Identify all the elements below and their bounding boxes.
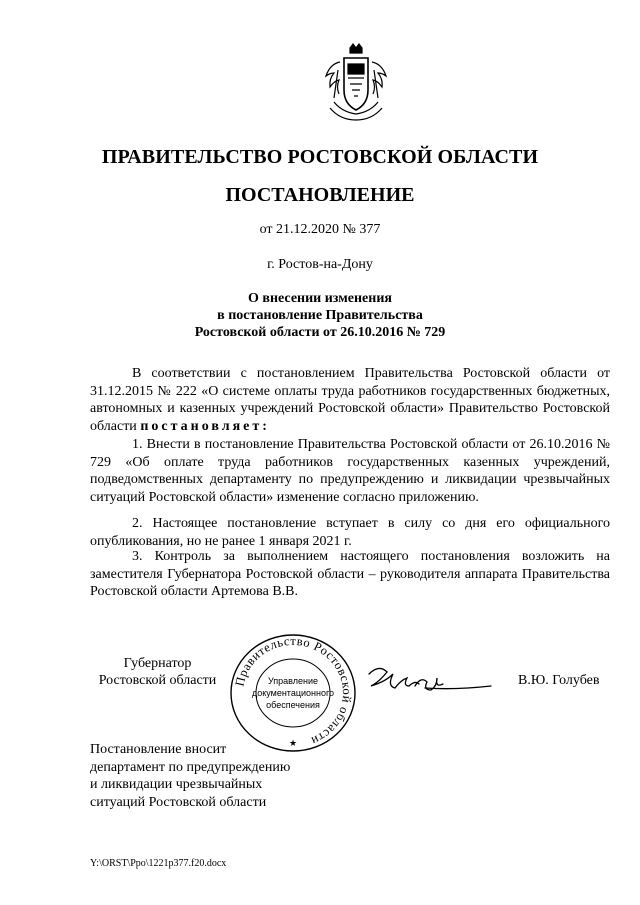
stamp-star-icon: ★	[288, 738, 298, 748]
preamble-paragraph	[90, 365, 610, 435]
document-city: г. Ростов-на-Дону	[267, 257, 373, 272]
item-1-paragraph: 1. Внести в постановление Правительства Ростовской области от 26.10.2016 № 729 «Об оплате труда работников государственных казенных учреждений, подведомственных департаменту по предупреждению и ликвидации чрезвычайных ситуаций Ростовской области» изменение согласно приложению.	[90, 437, 610, 505]
contributor-line: ситуаций Ростовской области	[90, 794, 267, 810]
subject-line: О внесении изменения	[248, 291, 392, 306]
signer-title-line: Ростовской области	[98, 673, 217, 688]
stamp-center-line: обеспечения	[266, 700, 320, 710]
contributor-line: Постановление вносит	[90, 742, 227, 757]
handwritten-signature-icon	[365, 660, 495, 700]
subject-line: Ростовской области от 26.10.2016 № 729	[194, 325, 446, 340]
official-stamp-icon	[228, 632, 358, 754]
stamp-center-line: документационного	[251, 688, 335, 698]
resolves-word: постановляет:	[140, 418, 270, 434]
signer-name: В.Ю. Голубев	[518, 673, 600, 688]
contributor-line: департамент по предупреждению	[90, 759, 291, 775]
preamble-text: В соответствии с постановлением Правительства Ростовской области от 31.12.2015 № 222 «О системе оплаты труда работников государственных бюджетных, автономных и казенных учреждений Ростовской области» Правительство Ростовской области	[90, 366, 610, 434]
contributor-block	[90, 741, 350, 811]
file-path: Y:\ORST\Ppo\1221p377.f20.docx	[90, 858, 227, 869]
government-name: ПРАВИТЕЛЬСТВО РОСТОВСКОЙ ОБЛАСТИ	[101, 146, 539, 168]
document-type: ПОСТАНОВЛЕНИЕ	[225, 184, 415, 206]
stamp-ring-text: Правительство Ростовской области	[232, 633, 355, 749]
signer-title	[90, 655, 225, 689]
document-date-number: от 21.12.2020 № 377	[259, 222, 381, 237]
document-subject	[0, 290, 640, 341]
coat-of-arms-icon	[320, 40, 392, 124]
subject-line: в постановление Правительства	[217, 308, 423, 323]
contributor-line: и ликвидации чрезвычайных	[90, 777, 263, 792]
item-3-paragraph: 3. Контроль за выполнением настоящего постановления возложить на заместителя Губернатора Ростовской области – руководителя аппарата Правительства Ростовской области Артемова В.В.	[90, 549, 610, 599]
stamp-center-line: Управление	[267, 676, 319, 686]
item-2-paragraph: 2. Настоящее постановление вступает в силу со дня его официального опубликования, но не ранее 1 января 2021 г.	[90, 516, 610, 549]
signer-title-line: Губернатор	[123, 656, 192, 671]
